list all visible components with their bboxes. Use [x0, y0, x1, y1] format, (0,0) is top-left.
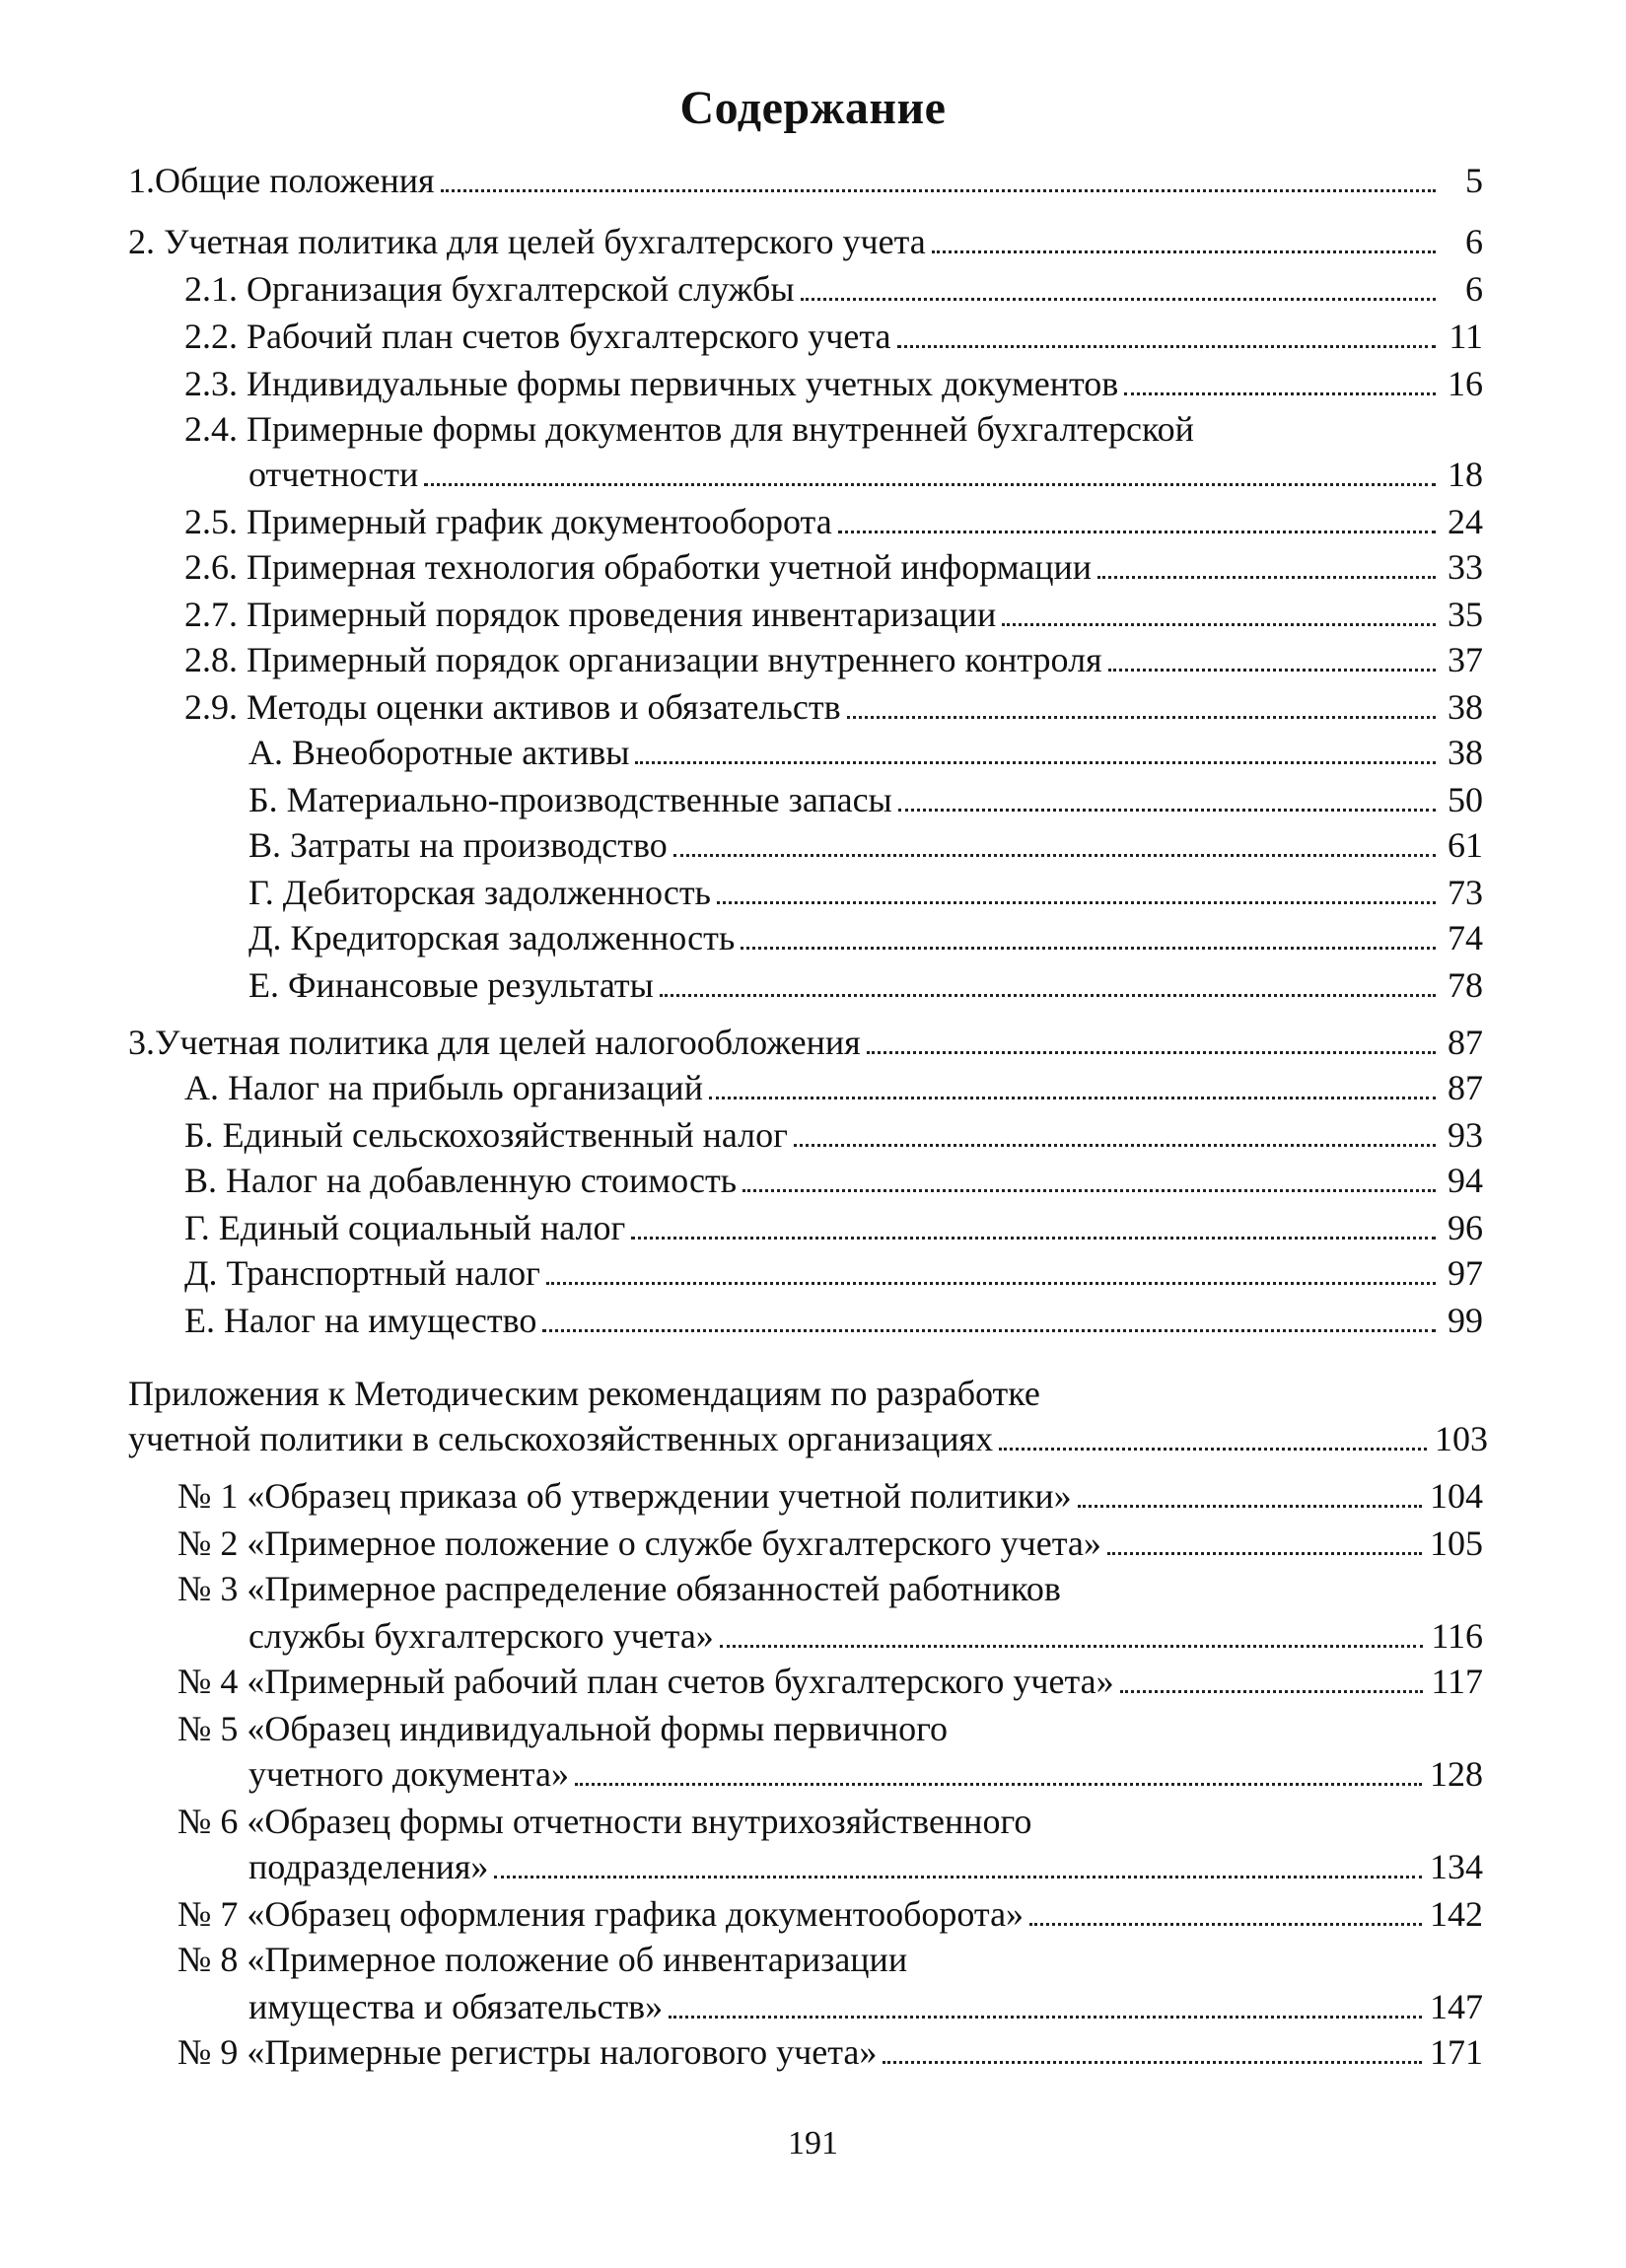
toc-entry — [184, 1298, 1483, 1343]
dot-leader — [631, 1237, 1436, 1240]
toc-entry — [184, 1112, 1483, 1158]
toc-entry-text: Е. Налог на имущество — [184, 1301, 537, 1340]
toc-entry-page: 93 — [1448, 1115, 1483, 1155]
toc-entry-text: имущества и обязательств» — [248, 1987, 664, 2026]
toc-entry-page: 147 — [1430, 1987, 1483, 2026]
toc-entry-text: В. Налог на добавленную стоимость — [184, 1161, 738, 1200]
toc-entry-text: В. Затраты на производство — [248, 825, 668, 865]
toc-entry — [128, 219, 1483, 264]
toc-entry-page: 134 — [1430, 1847, 1483, 1886]
toc-entry-text: отчетности — [248, 455, 419, 494]
toc-entry-page: 97 — [1448, 1253, 1483, 1293]
toc-entry-text: Г. Дебиторская задолженность — [248, 873, 711, 912]
toc-entry-page: 6 — [1465, 269, 1483, 309]
toc-entry — [177, 1566, 1483, 1611]
toc-entry — [184, 499, 1483, 544]
toc-entry-text: 2.5. Примерный график документооборота — [184, 502, 832, 541]
toc-entry — [184, 544, 1483, 590]
toc-entry-text: Д. Транспортный налог — [184, 1253, 540, 1293]
toc-entry-text: 2.2. Рабочий план счетов бухгалтерского учета — [184, 317, 891, 356]
toc-entry-page: 33 — [1448, 547, 1483, 587]
dot-leader — [424, 483, 1436, 486]
dot-leader — [1120, 1690, 1424, 1693]
dot-leader — [1097, 576, 1436, 579]
toc-entry-text: 2.4. Примерные формы документов для внутренней бухгалтерской — [184, 409, 1194, 449]
toc-entry-text: А. Внеоборотные активы — [248, 733, 630, 772]
toc-entry-text: 2.3. Индивидуальные формы первичных учетных документов — [184, 364, 1119, 403]
toc-entry-text: Е. Финансовые результаты — [248, 965, 654, 1005]
toc-entry — [177, 1891, 1483, 1937]
dot-leader — [673, 854, 1436, 857]
toc-entry — [248, 915, 1483, 960]
toc-entry — [177, 1799, 1483, 1844]
dot-leader — [1108, 669, 1436, 672]
dot-leader — [635, 761, 1436, 764]
toc-entry — [184, 684, 1483, 730]
toc-entry-text: № 2 «Примерное положение о службе бухгалтерского учета» — [177, 1524, 1101, 1563]
dot-leader — [741, 947, 1436, 950]
toc-entry-text: 3.Учетная политика для целей налогообложения — [128, 1023, 861, 1062]
dot-leader — [932, 250, 1436, 253]
toc-entry-page: 38 — [1448, 733, 1483, 772]
toc-entry-text: № 5 «Образец индивидуальной формы первичного — [177, 1709, 949, 1748]
dot-leader — [1124, 392, 1436, 395]
toc-entry-text: № 3 «Примерное распределение обязанностей работников — [177, 1569, 1061, 1608]
toc-entry — [248, 777, 1483, 822]
toc-entry-page: 35 — [1448, 595, 1483, 634]
toc-entry-page: 5 — [1465, 161, 1483, 200]
toc-entry-text: Д. Кредиторская задолженность — [248, 918, 736, 957]
toc-entry — [184, 361, 1483, 406]
toc-entry-page: 11 — [1449, 317, 1483, 356]
toc-entry-text: 2. Учетная политика для целей бухгалтерского учета — [128, 222, 926, 261]
toc-entry — [248, 730, 1483, 775]
toc-entry-page: 37 — [1448, 640, 1483, 679]
toc-entry-text: № 4 «Примерный рабочий план счетов бухгалтерского учета» — [177, 1662, 1114, 1701]
toc-entry-text: 2.6. Примерная технология обработки учетной информации — [184, 547, 1093, 587]
toc-entry — [177, 1937, 1483, 1982]
toc-entry-page: 18 — [1448, 455, 1483, 494]
toc-entry — [128, 158, 1483, 203]
dot-leader — [1029, 1923, 1422, 1926]
toc-entry-page: 117 — [1431, 1662, 1483, 1701]
dot-leader — [542, 1329, 1436, 1332]
toc-entry-page: 171 — [1430, 2032, 1483, 2072]
dot-leader — [801, 298, 1436, 301]
dot-leader — [867, 1051, 1436, 1054]
toc-entry-page: 74 — [1448, 918, 1483, 957]
toc-entry — [248, 452, 1483, 497]
page-title: Содержание — [679, 82, 947, 134]
toc-entry — [184, 1065, 1483, 1110]
toc-entry — [184, 406, 1483, 452]
toc-entry-text: службы бухгалтерского учета» — [248, 1616, 714, 1656]
toc-entry-page: 78 — [1448, 965, 1483, 1005]
toc-entry-page: 99 — [1448, 1301, 1483, 1340]
toc-entry-page: 128 — [1430, 1754, 1483, 1794]
toc-entry — [248, 1751, 1483, 1797]
toc-entry-text: № 1 «Образец приказа об утверждении учетной политики» — [177, 1476, 1072, 1516]
dot-leader — [441, 189, 1436, 192]
toc-entry-text: 2.9. Методы оценки активов и обязательств — [184, 687, 841, 727]
dot-leader — [494, 1876, 1422, 1878]
toc-entry — [128, 1371, 1483, 1416]
toc-entry-page: 87 — [1448, 1068, 1483, 1107]
dot-leader — [1002, 623, 1436, 626]
dot-leader — [742, 1189, 1436, 1192]
toc-entry-text: 2.1. Организация бухгалтерской службы — [184, 269, 795, 309]
toc-entry-page: 87 — [1448, 1023, 1483, 1062]
toc-entry — [184, 266, 1483, 312]
dot-leader — [794, 1144, 1436, 1147]
dot-leader — [669, 2016, 1422, 2019]
toc-entry-page: 6 — [1465, 222, 1483, 261]
toc-entry-page: 38 — [1448, 687, 1483, 727]
dot-leader — [897, 345, 1436, 348]
dot-leader — [717, 901, 1436, 904]
toc-entry — [184, 1158, 1483, 1203]
toc-entry-text: учетного документа» — [248, 1754, 569, 1794]
toc-entry — [248, 822, 1483, 868]
toc-entry-page: 16 — [1448, 364, 1483, 403]
dot-leader — [883, 2061, 1422, 2064]
toc-entry — [248, 1844, 1483, 1889]
toc-entry — [177, 1521, 1483, 1566]
toc-entry-page: 24 — [1448, 502, 1483, 541]
page-number: 191 — [788, 2125, 838, 2162]
toc-entry-text: Б. Единый сельскохозяйственный налог — [184, 1115, 788, 1155]
toc-entry — [184, 1205, 1483, 1250]
toc-entry — [177, 1473, 1483, 1519]
dot-leader — [546, 1282, 1436, 1285]
toc-entry-page: 96 — [1448, 1208, 1483, 1247]
toc-entry — [248, 870, 1483, 915]
dot-leader — [847, 716, 1436, 719]
toc-entry-text: Г. Единый социальный налог — [184, 1208, 626, 1247]
toc-entry-page: 105 — [1430, 1524, 1483, 1563]
toc-entry-text: 2.7. Примерный порядок проведения инвентаризации — [184, 595, 997, 634]
toc-entry-text: Приложения к Методическим рекомендациям по разработке — [128, 1374, 1040, 1413]
toc-entry-text: № 9 «Примерные регистры налогового учета» — [177, 2032, 878, 2072]
toc-entry — [177, 2029, 1483, 2075]
toc-entry-text: А. Налог на прибыль организаций — [184, 1068, 703, 1107]
toc-entry-text: № 8 «Примерное положение об инвентаризации — [177, 1940, 908, 1979]
toc-entry — [184, 314, 1483, 359]
toc-entry — [128, 1416, 1488, 1461]
dot-leader — [709, 1097, 1436, 1099]
toc-entry — [177, 1706, 1483, 1751]
toc-entry-page: 142 — [1430, 1894, 1483, 1934]
toc-entry-text: Б. Материально-производственные запасы — [248, 780, 892, 819]
toc-entry-page: 104 — [1430, 1476, 1483, 1516]
dot-leader — [660, 994, 1436, 997]
toc-entry-page: 116 — [1431, 1616, 1483, 1656]
toc-entry — [128, 1020, 1483, 1065]
toc-entry-page: 73 — [1448, 873, 1483, 912]
toc-entry-page: 103 — [1435, 1419, 1488, 1458]
toc-entry-text: 1.Общие положения — [128, 161, 435, 200]
dot-leader — [575, 1783, 1422, 1786]
toc-entry-page: 50 — [1448, 780, 1483, 819]
toc-entry-page: 94 — [1448, 1161, 1483, 1200]
toc-entry — [184, 1250, 1483, 1296]
dot-leader — [999, 1448, 1427, 1451]
toc-entry — [177, 1659, 1483, 1704]
toc-entry-text: учетной политики в сельскохозяйственных организациях — [128, 1419, 994, 1458]
dot-leader — [838, 531, 1436, 533]
dot-leader — [1107, 1552, 1422, 1555]
toc-entry — [248, 962, 1483, 1008]
toc-entry-text: 2.8. Примерный порядок организации внутреннего контроля — [184, 640, 1102, 679]
toc-entry — [184, 592, 1483, 637]
toc-entry-text: № 7 «Образец оформления графика документооборота» — [177, 1894, 1025, 1934]
dot-leader — [720, 1645, 1424, 1648]
toc-entry-text: № 6 «Образец формы отчетности внутрихозяйственного — [177, 1802, 1032, 1841]
dot-leader — [1078, 1505, 1422, 1508]
toc-entry — [184, 637, 1483, 682]
toc-entry — [248, 1984, 1483, 2029]
dot-leader — [898, 809, 1436, 812]
toc-entry — [248, 1613, 1483, 1659]
toc-entry-text: подразделения» — [248, 1847, 489, 1886]
toc-entry-page: 61 — [1448, 825, 1483, 865]
